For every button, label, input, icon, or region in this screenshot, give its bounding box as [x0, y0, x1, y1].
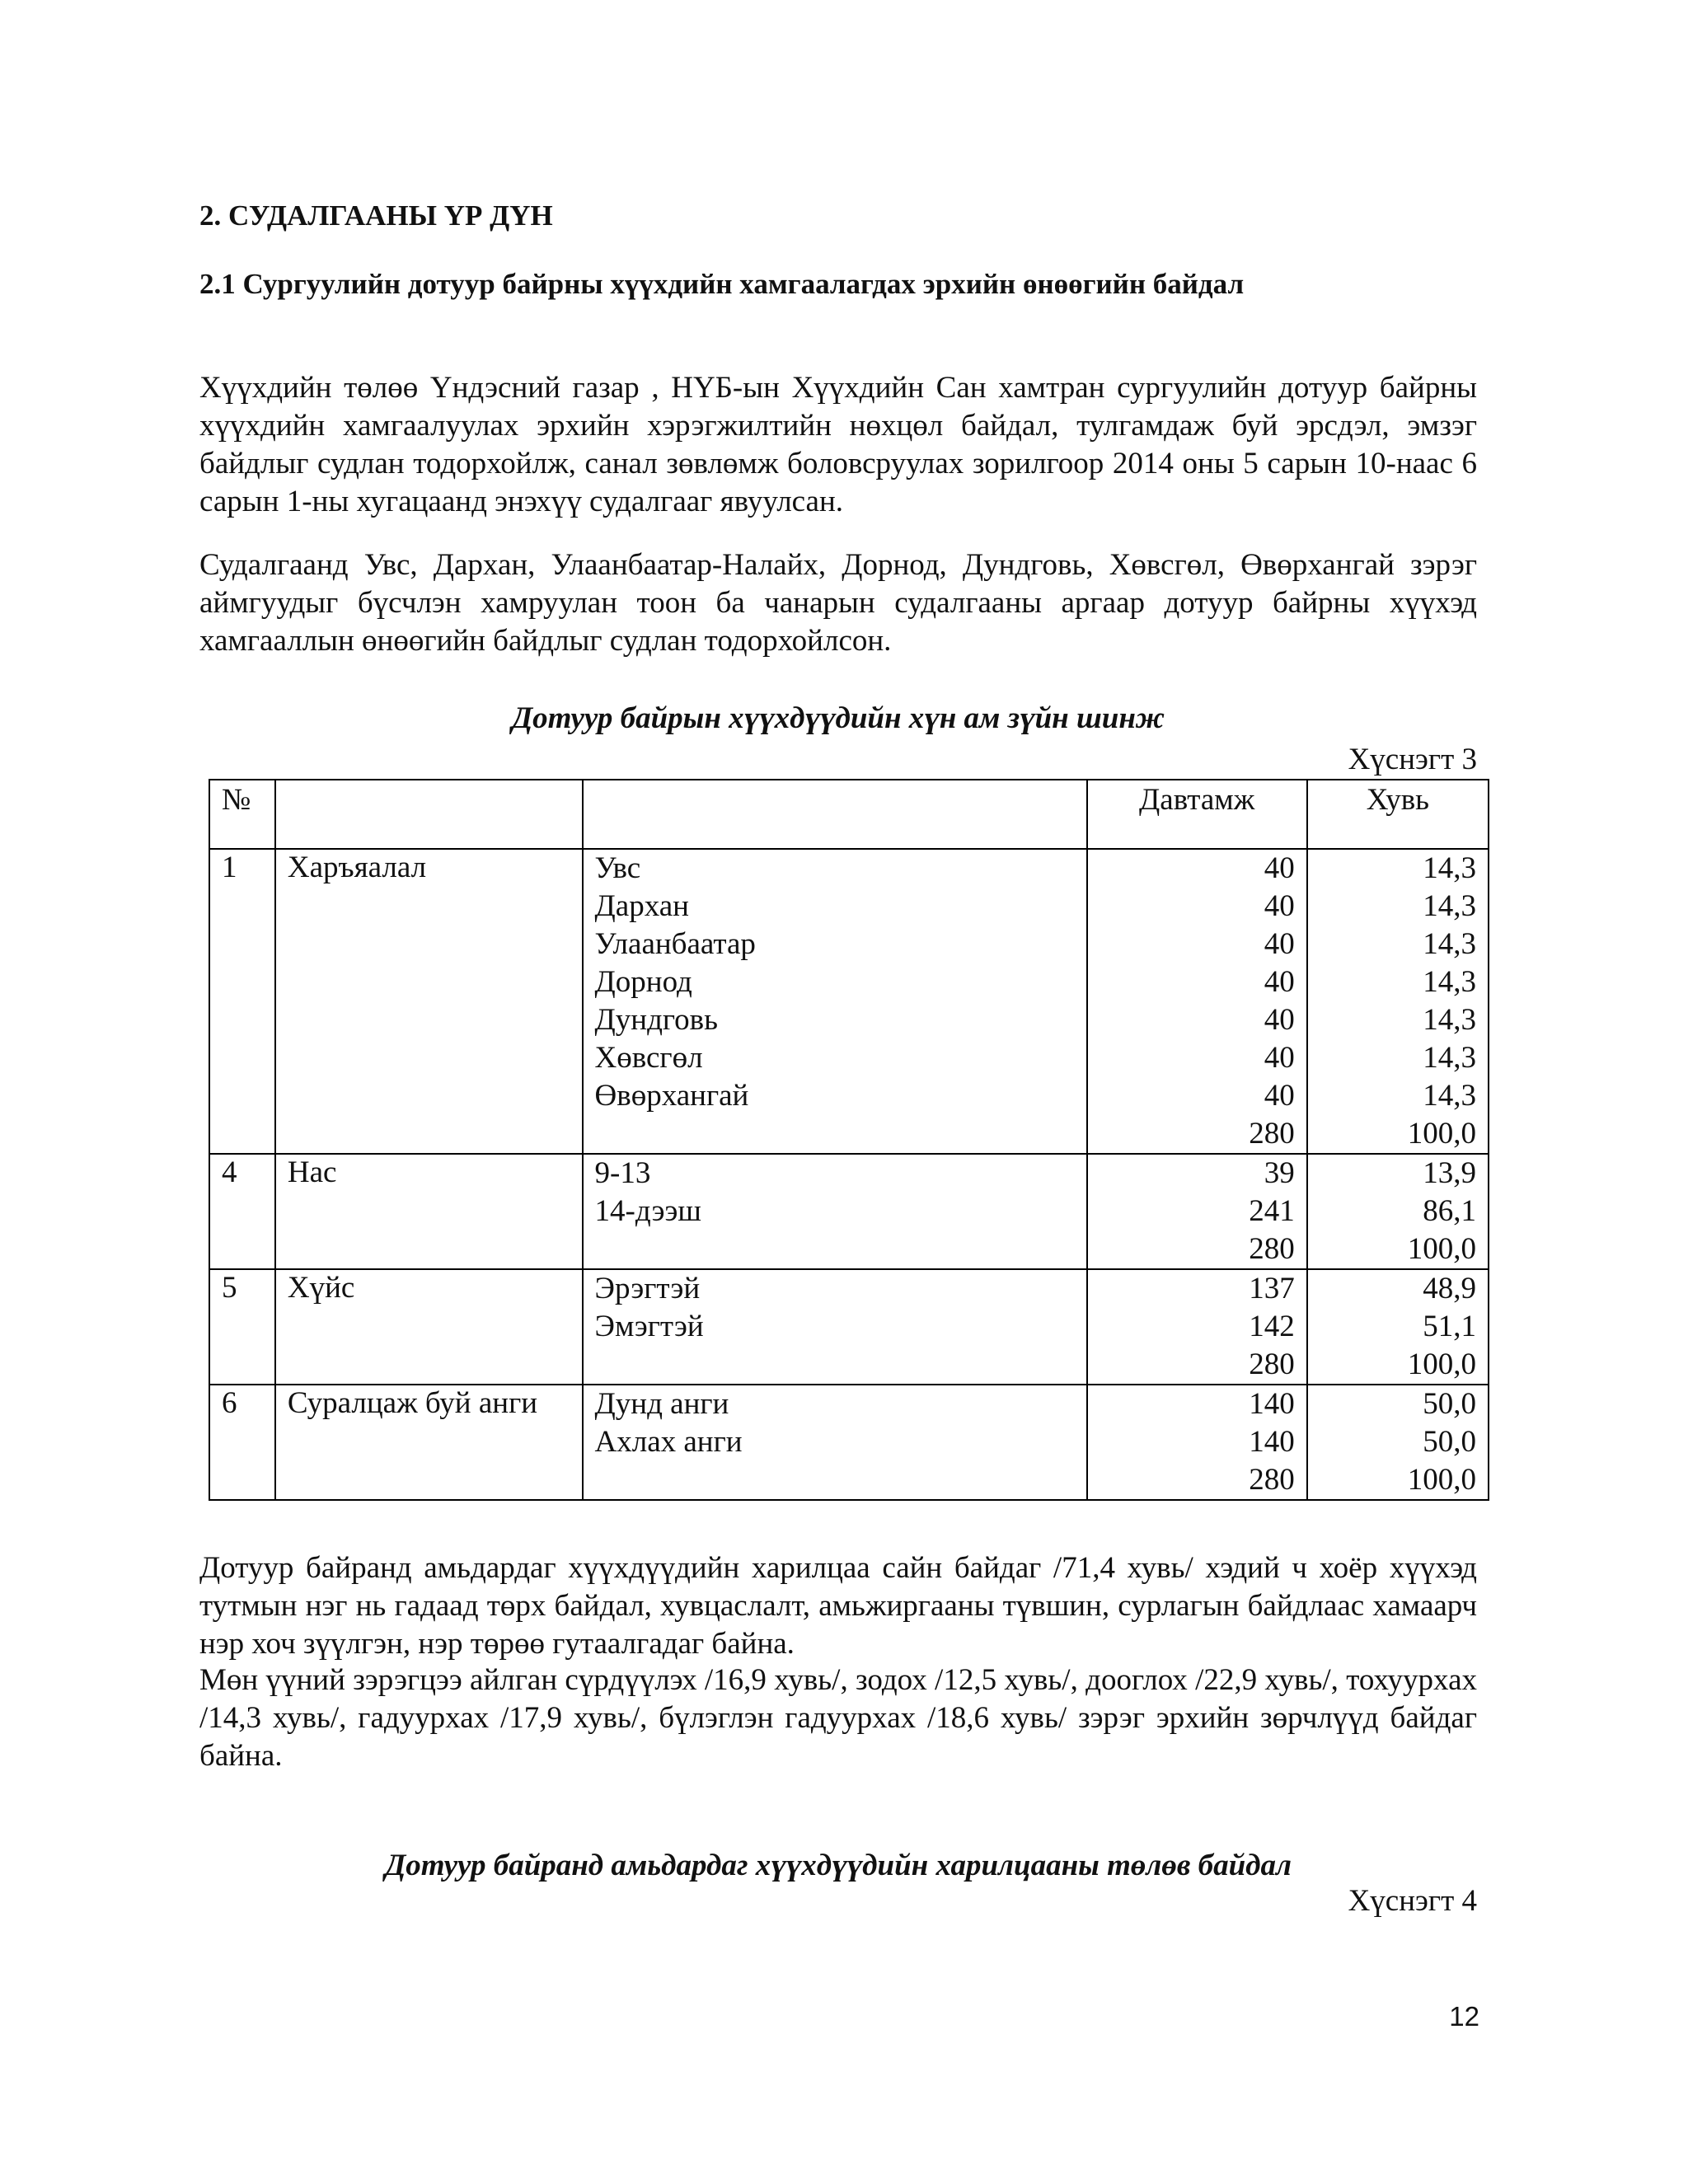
table-row [209, 1385, 1489, 1500]
freq-value: 241 [1249, 1194, 1295, 1228]
pct-value: 13,9 [1423, 1156, 1476, 1190]
violations-paragraph: Мөн үүний зэрэгцээ айлган сүрдүүлэх /16,9 хувь/, зодох /12,5 хувь/, дооглох /22,9 хувь/, тохуурхах /14,3 хувь/, гадуурхах /17,9 хувь/, бүлэглэн гадуурхах /18,6 хувь/ зэрэг эрхийн зөрчлүүд байдаг байна. [199, 1663, 1477, 1773]
table3-number: Хүснэгт 3 [1348, 743, 1477, 776]
freq-total: 280 [1249, 1232, 1295, 1266]
pct-value: 48,9 [1423, 1272, 1476, 1305]
row-percents [1307, 1269, 1489, 1385]
pct-value: 50,0 [1423, 1425, 1476, 1459]
pct-value: 14,3 [1423, 851, 1476, 885]
row-number: 6 [209, 1385, 275, 1500]
item-label: Эрэгтэй [594, 1272, 701, 1305]
item-label: Дорнод [594, 965, 692, 999]
item-label: Улаанбаатар [594, 927, 756, 961]
item-label: Дунд анги [594, 1387, 729, 1421]
freq-total: 280 [1249, 1117, 1295, 1151]
table-header-row [209, 780, 1489, 849]
freq-value: 40 [1264, 889, 1295, 923]
table-row [209, 849, 1489, 1154]
row-frequencies [1087, 849, 1307, 1154]
pct-total: 100,0 [1407, 1232, 1476, 1266]
item-label: Ахлах анги [594, 1425, 743, 1459]
relations-paragraph: Дотуур байранд амьдардаг хүүхдүүдийн харилцаа сайн байдаг /71,4 хувь/ хэдий ч хоёр хүүхэд тутмын нэг нь гадаад төрх байдал, хувцаслалт, амьжиргааны түвшин, сурлагын байдлаас хамаарч нэр хоч зүүлгэн, нэр төрөө гутаалгадаг байна. [199, 1551, 1477, 1661]
row-number: 4 [209, 1154, 275, 1269]
freq-value: 40 [1264, 927, 1295, 961]
section-heading: 2. СУДАЛГААНЫ ҮР ДҮН [199, 199, 553, 232]
item-label [595, 1115, 1075, 1153]
intro-paragraph: Хүүхдийн төлөө Үндэсний газар , НҮБ-ын Хүүхдийн Сан хамтран сургуулийн дотуур байрны хүүхдийн хамгаалуулах эрхийн хэрэгжилтийн нөхцөл байдал, тулгамдаж буй эрсдэл, эмзэг байдлыг судлан тодорхойлж, санал зөвлөмж боловсруулах зорилгоор 2014 оны 5 сарын 10-наас 6 сарын 1-ны хугацаанд энэхүү судалгааг явуулсан. [199, 371, 1477, 518]
item-label: 9-13 [594, 1156, 651, 1190]
freq-total: 280 [1249, 1347, 1295, 1381]
header-frequency: Давтамж [1087, 780, 1307, 849]
page-number: 12 [1449, 2001, 1479, 2032]
row-number: 1 [209, 849, 275, 1154]
freq-value: 40 [1264, 965, 1295, 999]
freq-value: 40 [1264, 851, 1295, 885]
row-percents [1307, 1154, 1489, 1269]
freq-value: 40 [1264, 1041, 1295, 1075]
pct-value: 14,3 [1423, 1041, 1476, 1075]
table4-number: Хүснэгт 4 [1348, 1884, 1477, 1918]
item-label: 14-дээш [594, 1194, 701, 1228]
row-frequencies [1087, 1269, 1307, 1385]
table3-caption: Дотуур байрын хүүхдүүдийн хүн ам зүйн шинж [511, 701, 1165, 735]
freq-value: 40 [1264, 1079, 1295, 1113]
freq-value: 140 [1249, 1425, 1295, 1459]
pct-value: 14,3 [1423, 965, 1476, 999]
header-percent: Хувь [1307, 780, 1489, 849]
subsection-heading: 2.1 Сургуулийн дотуур байрны хүүхдийн хамгаалагдах эрхийн өнөөгийн байдал [199, 268, 1245, 300]
pct-value: 86,1 [1423, 1194, 1476, 1228]
item-label: Хөвсгөл [594, 1041, 703, 1075]
row-items [583, 1154, 1087, 1269]
table-row [209, 1269, 1489, 1385]
freq-value: 39 [1264, 1156, 1295, 1190]
row-number: 5 [209, 1269, 275, 1385]
freq-value: 140 [1249, 1387, 1295, 1421]
row-category: Харъяалал [275, 849, 583, 1154]
header-subcategory [583, 780, 1087, 849]
row-percents [1307, 1385, 1489, 1500]
item-label: Дундговь [594, 1003, 718, 1037]
row-items [583, 1385, 1087, 1500]
header-no: № [209, 780, 275, 849]
row-category: Нас [275, 1154, 583, 1269]
pct-value: 14,3 [1423, 1079, 1476, 1113]
item-label: Эмэгтэй [594, 1310, 704, 1343]
table4-caption: Дотуур байранд амьдардаг хүүхдүүдийн харилцааны төлөв байдал [384, 1849, 1292, 1882]
freq-value: 142 [1249, 1310, 1295, 1343]
row-frequencies [1087, 1385, 1307, 1500]
freq-total: 280 [1249, 1463, 1295, 1497]
item-label: Увс [594, 851, 641, 885]
item-label [595, 1461, 1075, 1499]
table-row [209, 1154, 1489, 1269]
row-percents [1307, 849, 1489, 1154]
row-category: Хүйс [275, 1269, 583, 1385]
pct-value: 51,1 [1423, 1310, 1476, 1343]
scope-paragraph: Судалгаанд Увс, Дархан, Улаанбаатар-Налайх, Дорнод, Дундговь, Хөвсгөл, Өвөрхангай зэрэг аймгуудыг бүсчлэн хамруулан тоон ба чанарын судалгааны аргаар дотуур байрны хүүхэд хамгааллын өнөөгийн байдлыг судлан тодорхойлсон. [199, 548, 1477, 658]
header-category [275, 780, 583, 849]
item-label: Өвөрхангай [594, 1079, 749, 1113]
demographics-table [209, 779, 1489, 1501]
row-frequencies [1087, 1154, 1307, 1269]
pct-total: 100,0 [1407, 1463, 1476, 1497]
pct-total: 100,0 [1407, 1347, 1476, 1381]
pct-value: 14,3 [1423, 927, 1476, 961]
row-items [583, 849, 1087, 1154]
item-label [595, 1346, 1075, 1384]
pct-total: 100,0 [1407, 1117, 1476, 1151]
row-category: Суралцаж буй анги [275, 1385, 583, 1500]
row-items [583, 1269, 1087, 1385]
item-label [595, 1230, 1075, 1268]
item-label: Дархан [594, 889, 689, 923]
pct-value: 50,0 [1423, 1387, 1476, 1421]
pct-value: 14,3 [1423, 1003, 1476, 1037]
freq-value: 40 [1264, 1003, 1295, 1037]
freq-value: 137 [1249, 1272, 1295, 1305]
pct-value: 14,3 [1423, 889, 1476, 923]
